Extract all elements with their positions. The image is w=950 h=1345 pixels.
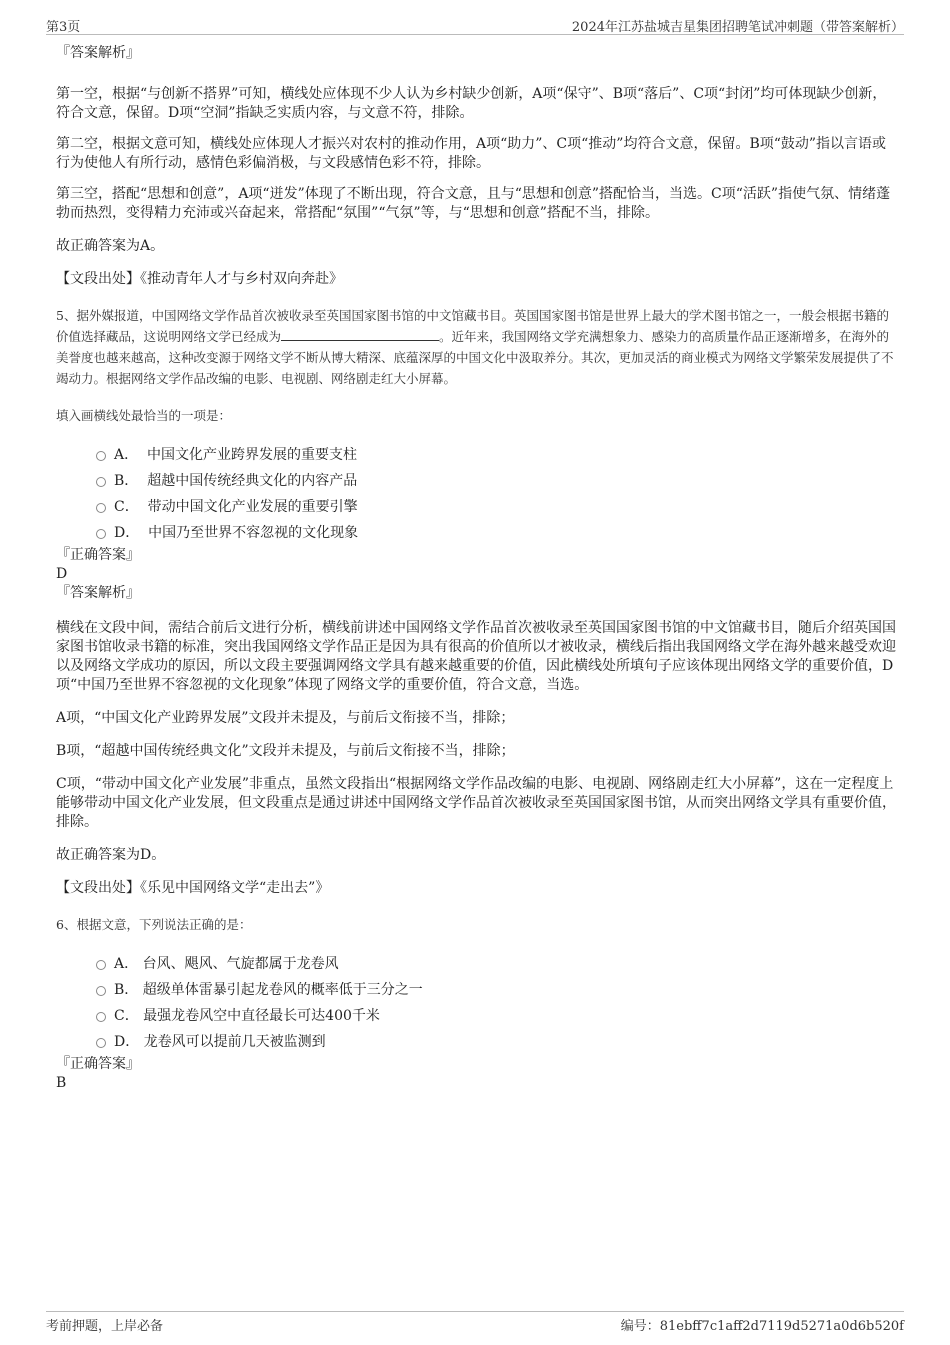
radio-icon[interactable] [96, 1012, 106, 1022]
q5-correct-answer: D [56, 566, 68, 582]
q5-analysis-para2: A项，“中国文化产业跨界发展”文段并未提及，与前后文衔接不当，排除； [56, 710, 515, 726]
option-text: 超级单体雷暴引起龙卷风的概率低于三分之一 [142, 982, 423, 998]
q5-options [96, 442, 896, 546]
q6-option-a[interactable] [96, 951, 896, 977]
q5-option-a[interactable] [96, 442, 896, 468]
option-letter: C． [114, 1008, 139, 1024]
option-letter: B． [114, 473, 139, 489]
q5-prompt: 填入画横线处最恰当的一项是： [56, 408, 232, 423]
page-number: 第3页 [46, 20, 81, 35]
q5-correct-title: 『正确答案』 [56, 547, 140, 563]
option-text: 中国文化产业跨界发展的重要支柱 [147, 447, 358, 463]
option-letter: D． [114, 525, 140, 541]
page-content [56, 44, 896, 1093]
q6-stem: 6、根据文意，下列说法正确的是： [56, 917, 252, 932]
option-text: 中国乃至世界不容忽视的文化现象 [148, 525, 359, 541]
option-text: 带动中国文化产业发展的重要引擎 [147, 499, 358, 515]
q5-stem-part2: 。近年来，我国网络文学充满想象力、感染力的高质量作品正逐渐增多，在海外的美誉度也越来越高，这种改变源于网络文学不断从博大精深、底蕴深厚的中国文化中汲取养分。其次，更加灵活的商业模式为网络文学繁荣发展提供了不竭动力。根据网络文学作品改编的电影、电视剧、网络剧走红大小屏幕。 [56, 329, 894, 386]
q5-option-b[interactable] [96, 468, 896, 494]
q6-options [96, 951, 896, 1055]
q5-option-c[interactable] [96, 494, 896, 520]
option-letter: D． [114, 1034, 140, 1050]
q5-analysis-para3: B项，“超越中国传统经典文化”文段并未提及，与前后文衔接不当，排除； [56, 743, 515, 759]
answer-blank [281, 326, 439, 341]
q5-stem-part1: 5、据外媒报道，中国网络文学作品首次被收录至英国国家图书馆的中文馆藏书目。英国国家图书馆是世界上最大的学术图书馆之一，一般会根据书籍的价值选择藏品，这说明网络文学已经成为 [56, 308, 889, 344]
q4-analysis-para2: 第二空，根据文意可知，横线处应体现人才振兴对农村的推动作用，A项“助力”、C项“推动”均符合文意，保留。B项“鼓动”指以言语或行为使他人有所行动，感情色彩偏消极，与文段感情色彩不符，排除。 [56, 136, 887, 171]
q6-option-b[interactable] [96, 977, 896, 1003]
q4-analysis-para1: 第一空，根据“与创新不搭界”可知，横线处应体现不少人认为乡村缺少创新，A项“保守”、B项“落后”、C项“封闭”均可体现缺少创新，符合文意，保留。D项“空洞”指缺乏实质内容，与文意不符，排除。 [56, 86, 887, 121]
radio-icon[interactable] [96, 529, 106, 539]
page-footer [46, 1311, 904, 1336]
document-title: 2024年江苏盐城吉星集团招聘笔试冲刺题（带答案解析） [571, 20, 904, 35]
option-text: 台风、飓风、气旋都属于龙卷风 [142, 956, 339, 972]
page-header [46, 14, 904, 35]
q5-analysis-para4: C项，“带动中国文化产业发展”非重点，虽然文段指出“根据网络文学作品改编的电影、电视剧、网络剧走红大小屏幕”，这在一定程度上能够带动中国文化产业发展，但文段重点是通过讲述中国网络文学作品首次被收录至英国国家图书馆，从而突出网络文学具有重要价值，排除。 [56, 776, 896, 830]
option-text: 最强龙卷风空中直径最长可达400千米 [143, 1008, 380, 1024]
radio-icon[interactable] [96, 451, 106, 461]
q4-analysis-para3: 第三空，搭配“思想和创意”，A项“迸发”体现了不断出现，符合文意，且与“思想和创意”搭配恰当，当选。C项“活跃”指使气氛、情绪蓬勃而热烈，变得精力充沛或兴奋起来，常搭配“氛围”“气氛”等，与“思想和创意”搭配不当，排除。 [56, 186, 891, 221]
option-text: 超越中国传统经典文化的内容产品 [147, 473, 358, 489]
q6-correct-answer: B [56, 1075, 67, 1091]
q4-analysis-title: 『答案解析』 [56, 45, 140, 61]
q5-source: 【文段出处】《乐见中国网络文学“走出去”》 [56, 880, 330, 896]
q6-option-d[interactable] [96, 1029, 896, 1055]
q4-conclusion: 故正确答案为A。 [56, 238, 165, 254]
radio-icon[interactable] [96, 503, 106, 513]
option-letter: A． [114, 447, 139, 463]
q6-correct-title: 『正确答案』 [56, 1056, 140, 1072]
option-letter: B． [114, 982, 139, 998]
option-letter: A． [114, 956, 139, 972]
footer-slogan: 考前押题，上岸必备 [46, 1319, 164, 1334]
q4-source: 【文段出处】《推动青年人才与乡村双向奔赴》 [56, 271, 343, 287]
document-code: 编号：81ebff7c1aff2d7119d5271a0d6b520f [620, 1319, 904, 1334]
q5-option-d[interactable] [96, 520, 896, 546]
option-letter: C． [114, 499, 139, 515]
q5-analysis-title: 『答案解析』 [56, 585, 140, 601]
radio-icon[interactable] [96, 477, 106, 487]
q5-stem [56, 305, 896, 389]
radio-icon[interactable] [96, 960, 106, 970]
option-text: 龙卷风可以提前几天被监测到 [143, 1034, 326, 1050]
q6-option-c[interactable] [96, 1003, 896, 1029]
q5-analysis-para1: 横线在文段中间，需结合前后文进行分析，横线前讲述中国网络文学作品首次被收录至英国国家图书馆的中文馆藏书目，随后介绍英国国家图书馆收录书籍的标准，突出我国网络文学作品正是因为具有很高的价值所以才被收录，横线后指出我国网络文学在海外越来越受欢迎以及网络文学成功的原因，所以文段主要强调网络文学具有越来越重要的价值，因此横线处所填句子应该体现出网络文学的重要价值，D项“中国乃至世界不容忽视的文化现象”体现了网络文学的重要价值，符合文意，当选。 [56, 620, 896, 693]
radio-icon[interactable] [96, 986, 106, 996]
q5-conclusion: 故正确答案为D。 [56, 847, 166, 863]
radio-icon[interactable] [96, 1038, 106, 1048]
